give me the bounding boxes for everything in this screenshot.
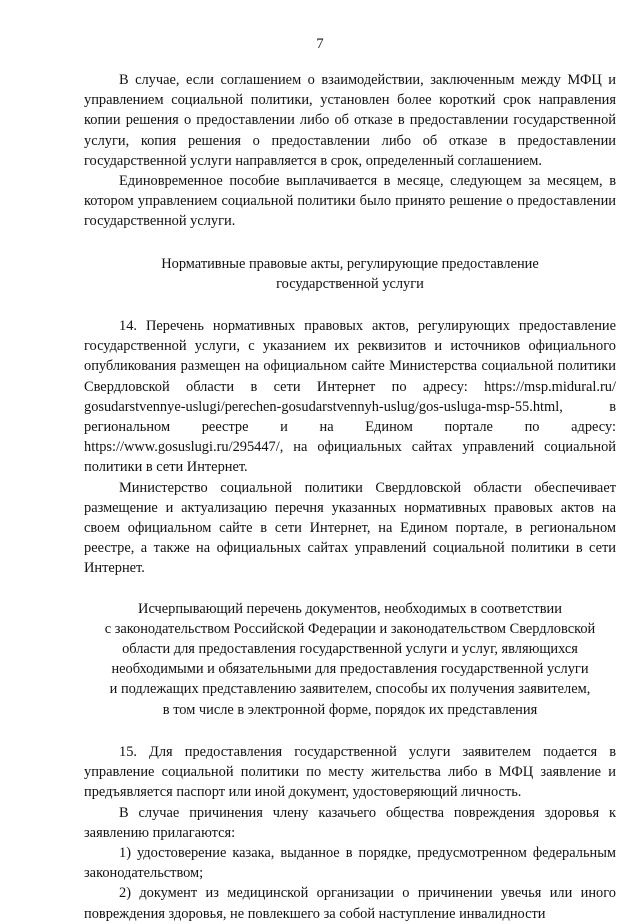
heading-line: в том числе в электронной форме, порядок их представления [162, 701, 538, 718]
paragraph-copy-decision-deadline: В случае, если соглашением о взаимодействии, заключенным между МФЦ и управлением социальной политики, установлен более короткий срок направления копии решения о предоставлении либо об отказе в предоставлении государственной услуги, копия решения о предоставлении либо об отказе в предоставлении государственной услуги направляется в срок, определенный соглашением. [84, 72, 616, 169]
list-item-medical-document: 2) документ из медицинской организации о причинении увечья или иного повреждения здоровья, не повлекшего за собой наступление инвалидности [84, 885, 616, 922]
heading-line: с законодательством Российской Федерации и законодательством Свердловской [104, 620, 596, 637]
paragraph-one-time-allowance: Единовременное пособие выплачивается в месяце, следующем за месяцем, в котором управлением социальной политики было принято решение о предоставлении государственной услуги. [84, 173, 616, 230]
heading-line: и подлежащих представлению заявителем, способы их получения заявителем, [109, 681, 591, 698]
section-heading-normative-acts [84, 254, 616, 294]
heading-line: государственной услуги [276, 275, 424, 292]
list-item-cossack-certificate: 1) удостоверение казака, выданное в порядке, предусмотренном федеральным законодательством; [84, 844, 616, 882]
heading-line: Нормативные правовые акты, регулирующие предоставление [161, 255, 539, 272]
page-number: 7 [316, 36, 324, 52]
paragraph-15-application: 15. Для предоставления государственной услуги заявителем подается в управление социальной политики по месту жительства либо в МФЦ заявление и предъявляется паспорт или иной документ, удостоверяющий личность. [84, 743, 616, 801]
heading-line: Исчерпывающий перечень документов, необходимых в соответствии [138, 600, 562, 617]
paragraph-14-normative-acts-list: 14. Перечень нормативных правовых актов, регулирующих предоставление государственной услуги, с указанием их реквизитов и источников официального опубликования размещен на официальном сайте Министерства социальной политики Свердловской области в сети Интернет по адресу: https://msp.midural.ru/ gosudarstvennye-uslugi/perechen-gosudarstvennyh-uslug/gos-usluga-msp-55.html, в региональном реестре и на Едином портале по адресу: https://www.gosuslugi.ru/295447/, на официальных сайтах управлений социальной политики в сети Интернет. [84, 318, 616, 476]
paragraph-ministry-publication: Министерство социальной политики Свердловской области обеспечивает размещение и актуализацию перечня указанных нормативных правовых актов на своем официальном сайте в сети Интернет, на Едином портале, в региональном реестре, а также на официальных сайтах управлений социальной политики в сети Интернет. [84, 479, 616, 577]
paragraph-health-damage-attachments: В случае причинения члену казачьего общества повреждения здоровья к заявлению прилагаются: [84, 804, 616, 841]
section-heading-required-documents [84, 599, 616, 720]
heading-line: области для предоставления государственной услуги и услуг, являющихся [122, 641, 578, 658]
heading-line: необходимыми и обязательными для предоставления государственной услуги [111, 661, 589, 678]
document-body [84, 70, 616, 924]
